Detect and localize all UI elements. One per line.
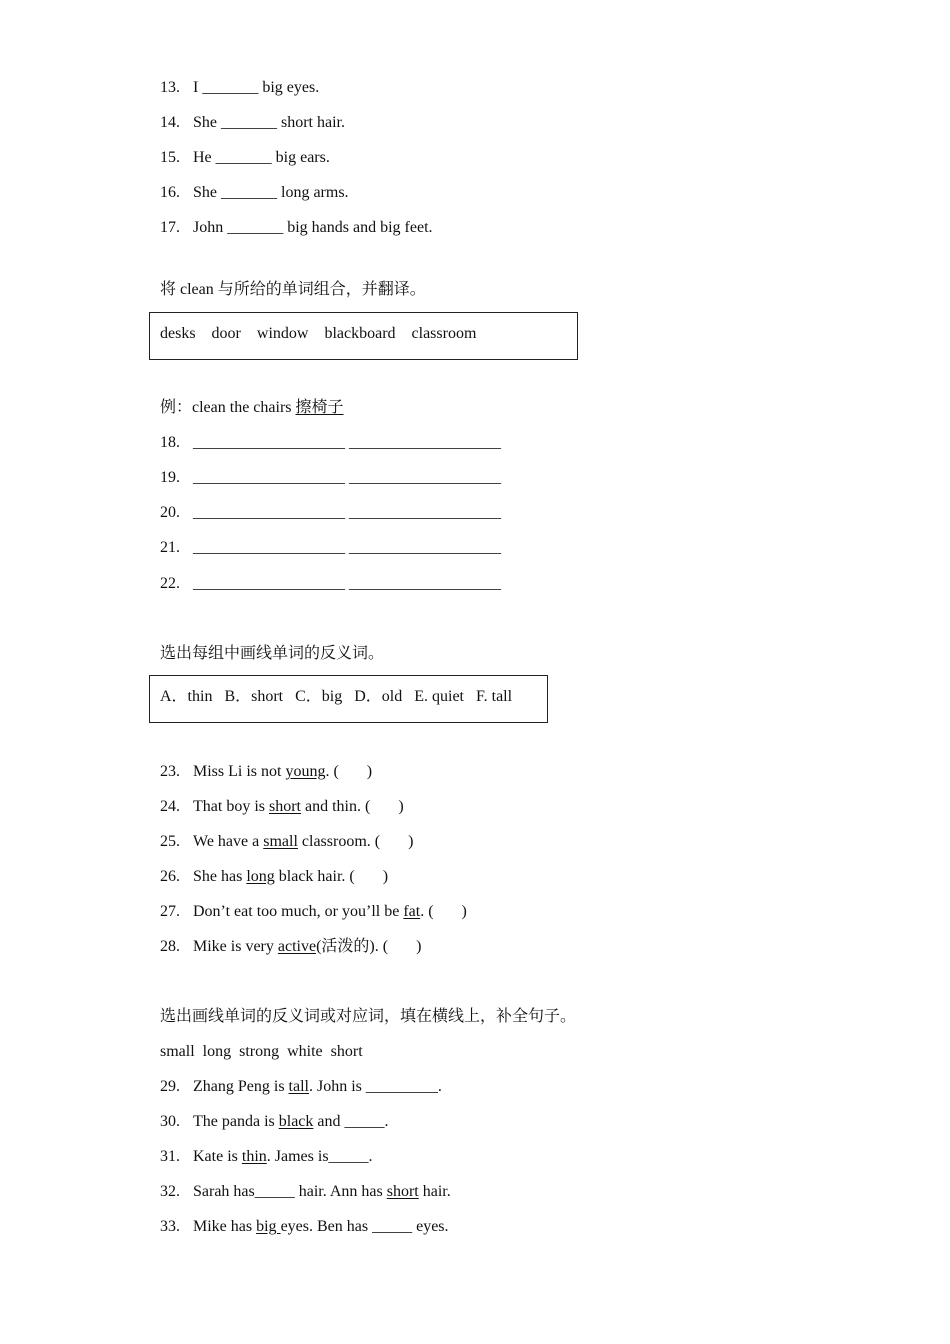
question-text: Kate is xyxy=(193,1148,242,1165)
question-33 xyxy=(160,1217,449,1237)
question-13 xyxy=(160,78,319,98)
answer-blanks: ___________________ ___________________ xyxy=(193,575,501,592)
question-number: 28. xyxy=(160,938,180,955)
question-number: 15. xyxy=(160,149,180,166)
question-14 xyxy=(160,113,345,133)
question-number: 24. xyxy=(160,798,180,815)
question-number: 25. xyxy=(160,833,180,850)
question-24 xyxy=(160,797,404,817)
answer-blanks: ___________________ ___________________ xyxy=(193,504,501,521)
question-number: 16. xyxy=(160,184,180,201)
question-text: Sarah has_____ hair. Ann has xyxy=(193,1183,387,1200)
question-17 xyxy=(160,218,433,238)
underlined-word: active xyxy=(277,938,317,955)
underlined-word: short xyxy=(269,798,301,815)
question-29 xyxy=(160,1077,442,1097)
question-15 xyxy=(160,148,330,168)
question-text: Mike has xyxy=(193,1218,257,1235)
question-number: 33. xyxy=(160,1218,180,1235)
question-text: The panda is xyxy=(193,1113,279,1130)
underlined-word: small xyxy=(263,833,298,850)
word-bank: small long strong white short xyxy=(160,1043,363,1060)
question-number: 21. xyxy=(160,539,180,556)
example-answer: 擦椅子 xyxy=(295,399,344,416)
example-prefix: 例：clean the chairs xyxy=(160,399,296,416)
question-text-end: . John is _________. xyxy=(308,1078,442,1095)
question-text-end: and _____. xyxy=(313,1113,389,1130)
question-text-end: black hair. ( ) xyxy=(274,868,389,885)
question-text-end: . James is_____. xyxy=(266,1148,373,1165)
question-21 xyxy=(160,538,501,558)
question-text-end: classroom. ( ) xyxy=(297,833,414,850)
underlined-word: fat xyxy=(403,903,421,920)
question-text-end: and thin. ( ) xyxy=(301,798,404,815)
question-number: 17. xyxy=(160,219,180,236)
question-text: She _______ long arms. xyxy=(193,184,349,201)
underlined-word: thin xyxy=(241,1148,267,1165)
question-31 xyxy=(160,1147,373,1167)
question-text: Don’t eat too much, or you’ll be xyxy=(193,903,404,920)
example-line xyxy=(160,398,344,418)
underlined-word: tall xyxy=(288,1078,309,1095)
answer-blanks: ___________________ ___________________ xyxy=(193,469,501,486)
answer-blanks: ___________________ ___________________ xyxy=(193,434,501,451)
question-number: 29. xyxy=(160,1078,180,1095)
underlined-word: big xyxy=(256,1218,281,1235)
question-number: 19. xyxy=(160,469,180,486)
section3-instruction: 选出每组中画线单词的反义词。 xyxy=(160,645,385,662)
question-text-end: . ( ) xyxy=(420,903,467,920)
question-text: John _______ big hands and big feet. xyxy=(193,219,433,236)
question-number: 31. xyxy=(160,1148,180,1165)
question-text: We have a xyxy=(193,833,264,850)
question-text: Zhang Peng is xyxy=(193,1078,289,1095)
question-20 xyxy=(160,503,501,523)
underlined-word: young xyxy=(285,763,326,780)
underlined-word: black xyxy=(278,1113,314,1130)
question-text-end: (活泼的). ( ) xyxy=(316,938,422,955)
question-text: Mike is very xyxy=(193,938,278,955)
question-number: 20. xyxy=(160,504,180,521)
question-text-end: hair. xyxy=(418,1183,451,1200)
word-box xyxy=(149,312,578,360)
question-number: 27. xyxy=(160,903,180,920)
question-number: 23. xyxy=(160,763,180,780)
word-box-text: desks door window blackboard classroom xyxy=(160,325,477,342)
question-text: Miss Li is not xyxy=(193,763,286,780)
question-number: 22. xyxy=(160,575,180,592)
question-30 xyxy=(160,1112,389,1132)
question-23 xyxy=(160,762,372,782)
underlined-word: short xyxy=(386,1183,419,1200)
question-number: 32. xyxy=(160,1183,180,1200)
question-text: I _______ big eyes. xyxy=(193,79,320,96)
question-number: 14. xyxy=(160,114,180,131)
question-18 xyxy=(160,433,501,453)
question-text-end: . ( ) xyxy=(325,763,373,780)
options-box xyxy=(149,675,548,723)
question-number: 30. xyxy=(160,1113,180,1130)
question-text: She has xyxy=(193,868,247,885)
underlined-word: long xyxy=(246,868,275,885)
question-text: That boy is xyxy=(193,798,269,815)
question-number: 26. xyxy=(160,868,180,885)
question-25 xyxy=(160,832,413,852)
question-number: 13. xyxy=(160,79,180,96)
question-number: 18. xyxy=(160,434,180,451)
question-text: He _______ big ears. xyxy=(193,149,330,166)
question-22 xyxy=(160,574,501,594)
question-32 xyxy=(160,1182,451,1202)
question-27 xyxy=(160,902,467,922)
section2-instruction: 将 clean 与所给的单词组合，并翻译。 xyxy=(160,281,426,298)
options-box-text: A．thin B．short C．big D．old E. quiet F. tall xyxy=(160,688,513,705)
question-16 xyxy=(160,183,349,203)
answer-blanks: ___________________ ___________________ xyxy=(193,539,501,556)
question-26 xyxy=(160,867,388,887)
question-28 xyxy=(160,937,421,957)
section4-instruction: 选出画线单词的反义词或对应词，填在横线上，补全句子。 xyxy=(160,1008,577,1025)
question-text-end: eyes. Ben has _____ eyes. xyxy=(280,1218,449,1235)
question-text: She _______ short hair. xyxy=(193,114,345,131)
question-19 xyxy=(160,468,501,488)
